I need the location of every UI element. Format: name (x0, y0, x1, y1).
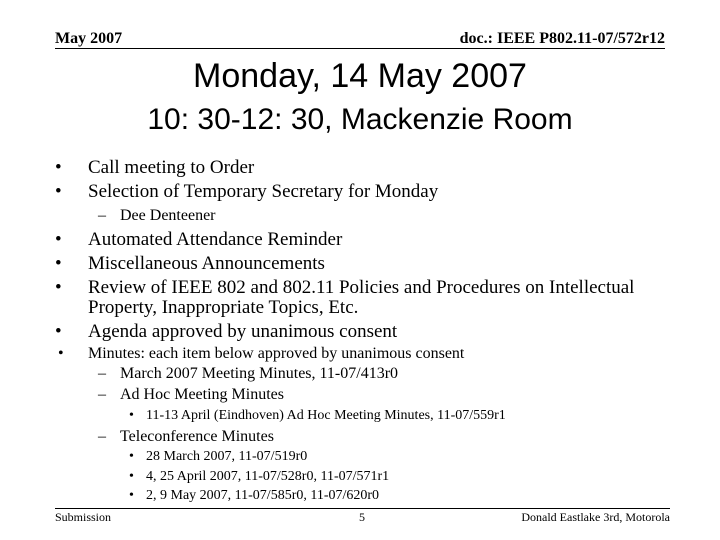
bullet-text: Minutes: each item below approved by unanimous consent (88, 345, 465, 362)
bullet-marker: • (58, 345, 64, 362)
dash-marker: – (98, 365, 106, 382)
footer-submission: Submission (55, 510, 112, 524)
bullet-text: Selection of Temporary Secretary for Monday (88, 181, 439, 202)
sub-sub-bullet-text: 4, 25 April 2007, 11-07/528r0, 11-07/571r1 (146, 469, 390, 484)
bullet-text: Miscellaneous Announcements (88, 253, 325, 274)
footer-author: Donald Eastlake 3rd, Motorola (521, 510, 670, 524)
footer-divider (55, 508, 670, 509)
bullet-marker: • (129, 469, 134, 484)
sub-bullet-text: Dee Denteener (120, 207, 216, 224)
footer-page-number: 5 (359, 510, 365, 524)
sub-bullet-text: Ad Hoc Meeting Minutes (120, 386, 284, 403)
bullet-text: Call meeting to Order (88, 157, 255, 178)
sub-bullet-text: March 2007 Meeting Minutes, 11-07/413r0 (120, 365, 399, 382)
bullet-marker: • (55, 229, 62, 250)
slide-subtitle: 10: 30-12: 30, Mackenzie Room (147, 103, 573, 136)
bullet-marker: • (129, 408, 134, 423)
bullet-marker: • (129, 449, 134, 464)
bullet-text: Automated Attendance Reminder (88, 229, 343, 250)
sub-sub-bullet-text: 2, 9 May 2007, 11-07/585r0, 11-07/620r0 (146, 488, 380, 503)
header-doc-id: doc.: IEEE P802.11-07/572r12 (459, 30, 665, 47)
bullet-marker: • (129, 488, 134, 503)
header-date: May 2007 (55, 30, 123, 47)
sub-sub-bullet-text: 28 March 2007, 11-07/519r0 (146, 449, 308, 464)
bullet-marker: • (55, 181, 62, 202)
sub-bullet-text: Teleconference Minutes (120, 428, 274, 445)
bullet-text: Review of IEEE 802 and 802.11 Policies and Procedures on Intellectual (88, 277, 635, 298)
dash-marker: – (98, 386, 106, 403)
bullet-text: Agenda approved by unanimous consent (88, 321, 398, 342)
dash-marker: – (98, 428, 106, 445)
bullet-marker: • (55, 321, 62, 342)
bullet-marker: • (55, 253, 62, 274)
bullet-marker: • (55, 277, 62, 298)
slide-title: Monday, 14 May 2007 (193, 57, 527, 95)
bullet-marker: • (55, 157, 62, 178)
header-divider (55, 48, 665, 49)
sub-sub-bullet-text: 11-13 April (Eindhoven) Ad Hoc Meeting Minutes, 11-07/559r1 (146, 408, 506, 423)
dash-marker: – (98, 207, 106, 224)
bullet-text-continuation: Property, Inappropriate Topics, Etc. (88, 297, 359, 318)
